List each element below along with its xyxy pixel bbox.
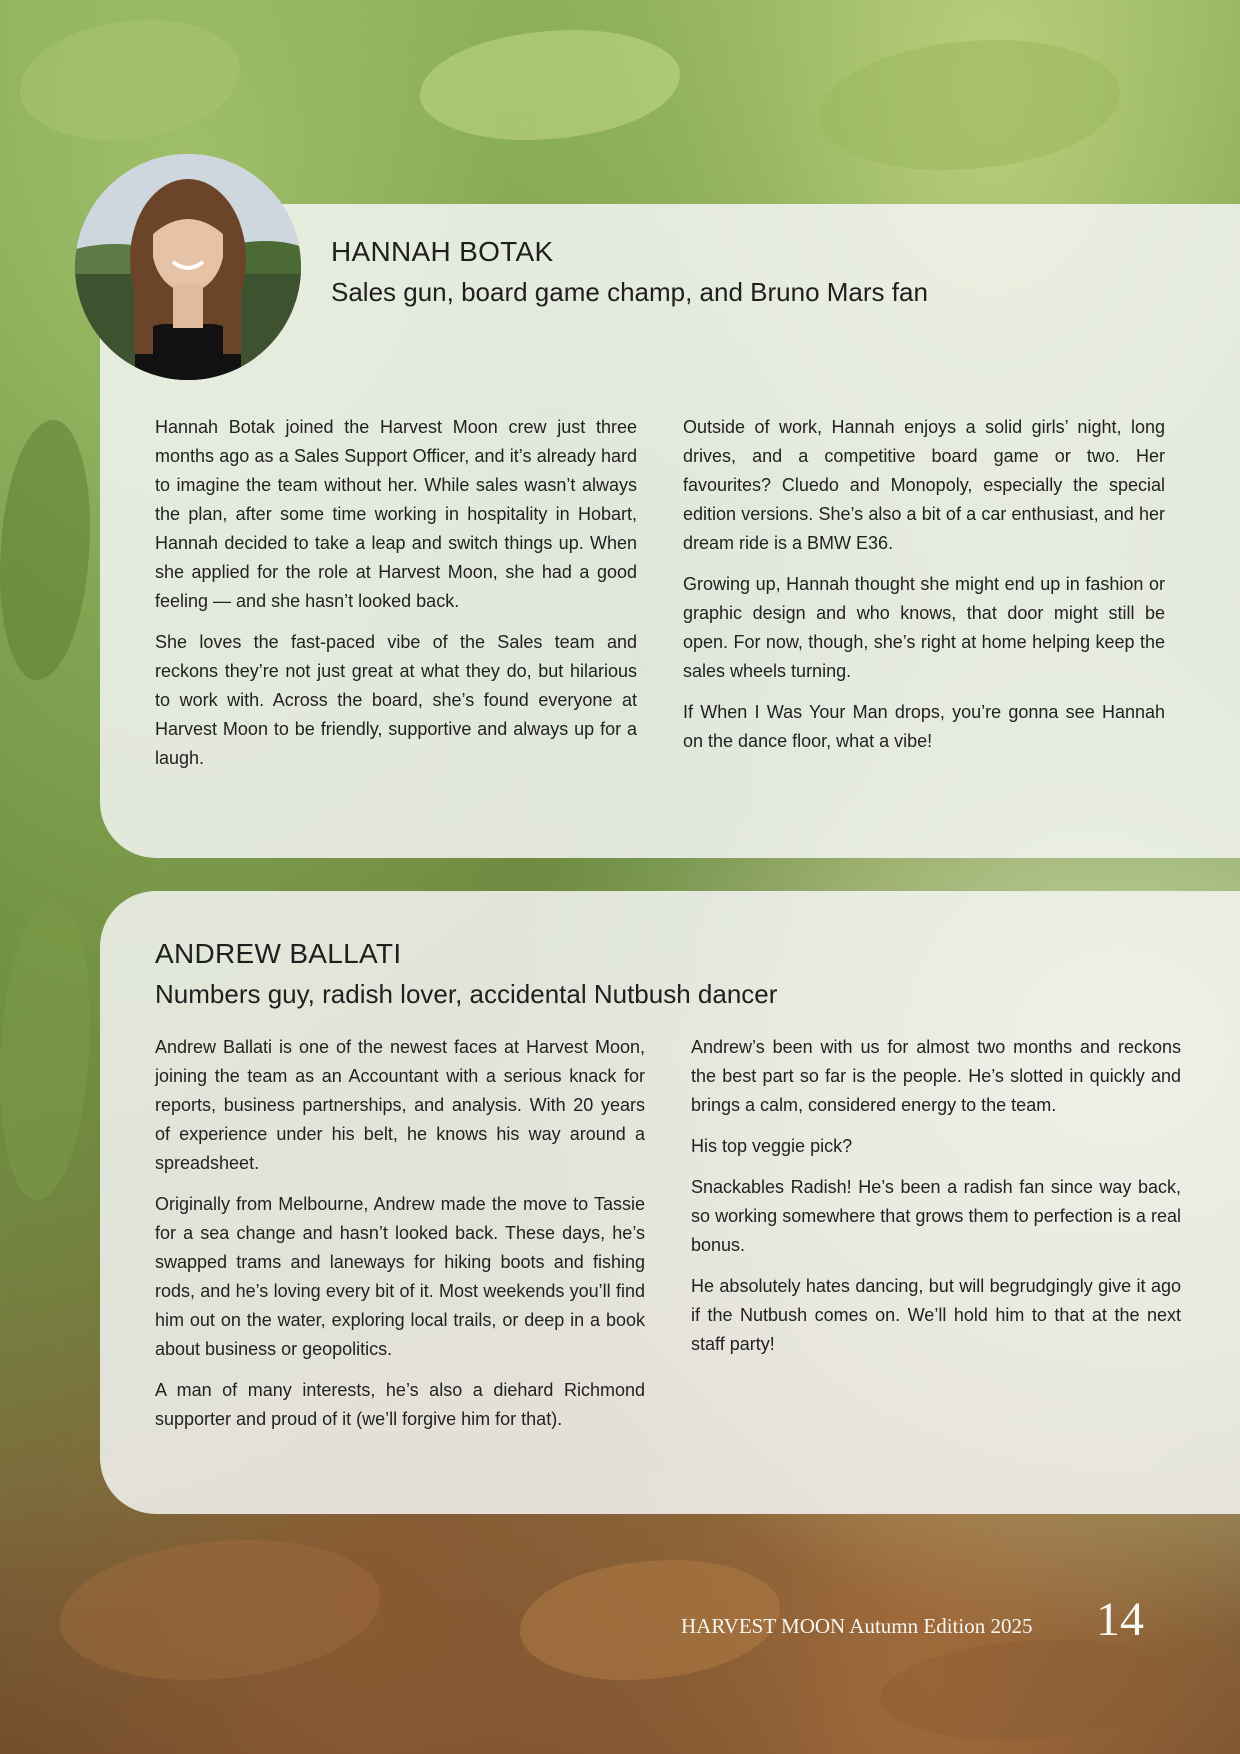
profile-name: ANDREW BALLATI: [155, 938, 402, 969]
profile-body-right: [691, 1033, 1181, 1371]
profile-tagline: Sales gun, board game champ, and Bruno Mars fan: [331, 277, 928, 307]
profile-body-right: [683, 413, 1165, 768]
avatar-hannah: [75, 154, 301, 380]
footer-publication: HARVEST MOON Autumn Edition 2025: [681, 1614, 1033, 1638]
page-number: 14: [1096, 1593, 1144, 1646]
body-paragraph: She loves the fast-paced vibe of the Sales team and reckons they’re not just great at what they do, but hilarious to work with. Across the board, she’s found everyone at Harvest Moon to be friendly, supportive and always up for a laugh.: [155, 632, 637, 768]
body-paragraph: A man of many interests, he’s also a diehard Richmond supporter and proud of it (we’ll forgive him for that).: [155, 1380, 645, 1429]
body-paragraph: Growing up, Hannah thought she might end up in fashion or graphic design and who knows, that door might still be open. For now, though, she’s right at home helping keep the sales wheels turning.: [683, 574, 1165, 681]
body-paragraph: Snackables Radish! He’s been a radish fan since way back, so working somewhere that grows them to perfection is a real bonus.: [691, 1177, 1181, 1255]
body-paragraph: Andrew Ballati is one of the newest faces at Harvest Moon, joining the team as an Accountant with a serious knack for reports, business partnerships, and analysis. With 20 years of experience under his belt, he knows his way around a spreadsheet.: [155, 1037, 645, 1173]
profile-tagline: Numbers guy, radish lover, accidental Nutbush dancer: [155, 979, 778, 1009]
profile-name: HANNAH BOTAK: [331, 236, 554, 267]
profile-body-left: [155, 413, 637, 785]
portrait-photo-icon: [75, 154, 301, 380]
body-paragraph: If When I Was Your Man drops, you’re gonna see Hannah on the dance floor, what a vibe!: [683, 702, 1165, 751]
body-paragraph: Originally from Melbourne, Andrew made the move to Tassie for a sea change and hasn’t looked back. These days, he’s swapped trams and laneways for hiking boots and fishing rods, and he’s loving every bit of it. Most weekends you’ll find him out on the water, exploring local trails, or deep in a book about business or geopolitics.: [155, 1194, 645, 1359]
body-paragraph: He absolutely hates dancing, but will begrudgingly give it ago if the Nutbush comes on. We’ll hold him to that at the next staff party!: [691, 1276, 1181, 1354]
body-paragraph: Outside of work, Hannah enjoys a solid girls’ night, long drives, and a competitive board game or two. Her favourites? Cluedo and Monopoly, especially the special edition versions. She’s also a bit of a car enthusiast, and her dream ride is a BMW E36.: [683, 417, 1165, 553]
profile-body-left: [155, 1033, 645, 1446]
body-paragraph: Hannah Botak joined the Harvest Moon crew just three months ago as a Sales Support Officer, and it’s already hard to imagine the team without her. While sales wasn’t always the plan, after some time working in hospitality in Hobart, Hannah decided to take a leap and switch things up. When she applied for the role at Harvest Moon, she had a good feeling — and she hasn’t looked back.: [155, 417, 637, 611]
body-paragraph: His top veggie pick?: [691, 1136, 853, 1156]
body-paragraph: Andrew’s been with us for almost two months and reckons the best part so far is the people. He’s slotted in quickly and brings a calm, considered energy to the team.: [691, 1037, 1181, 1115]
